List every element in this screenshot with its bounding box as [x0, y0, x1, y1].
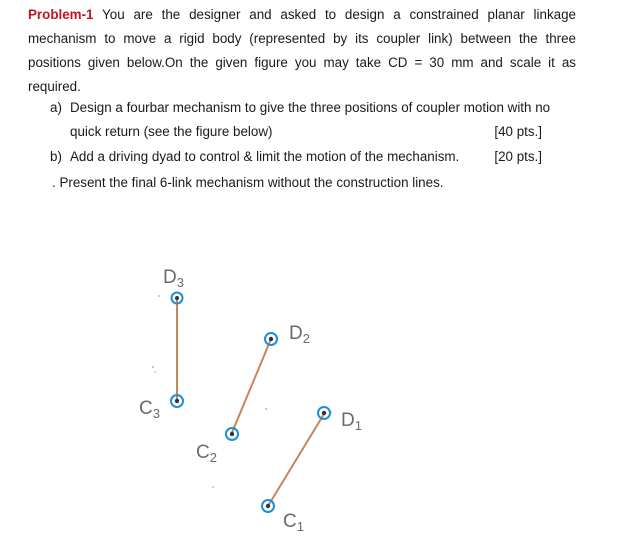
- task-a-marker: a): [50, 100, 62, 115]
- coupler-link-position-2: [231, 339, 271, 435]
- joint-d1: [318, 407, 330, 419]
- label-d3: $D_3$: [163, 267, 184, 290]
- label-c2: $C_2$: [196, 442, 217, 465]
- label-c1: $C_1$: [283, 511, 304, 534]
- joint-c2: [226, 428, 238, 440]
- label-d2: $D_2$: [289, 323, 310, 346]
- scan-specks: [152, 295, 332, 488]
- problem-text: You are the designer and asked to design a constrained planar linkage mechanism to move a rigid body (represented by its coupler link) between the three positions given below.On the given figure you may take CD = 30 mm and scale it as required.: [28, 7, 576, 94]
- task-b-text: Add a driving dyad to control & limit the motion of the mechanism.: [70, 149, 460, 164]
- problem-label: Problem-1: [28, 7, 94, 22]
- task-b-points: [20 pts.]: [494, 149, 542, 164]
- coupler-link-position-1: [268, 414, 324, 506]
- label-d1: $D_1$: [341, 410, 362, 433]
- joint-d2: [265, 333, 277, 345]
- task-b-marker: b): [50, 149, 62, 164]
- joint-c1: [262, 500, 274, 512]
- task-a-text: Design a fourbar mechanism to give the three positions of coupler motion with no: [70, 100, 551, 115]
- task-a-points: [40 pts.]: [494, 124, 542, 139]
- task-a-text-continued: quick return (see the figure below): [70, 124, 273, 139]
- label-c3: $C_3$: [139, 398, 160, 421]
- present-instruction: . Present the final 6-link mechanism without the construction lines.: [52, 175, 444, 190]
